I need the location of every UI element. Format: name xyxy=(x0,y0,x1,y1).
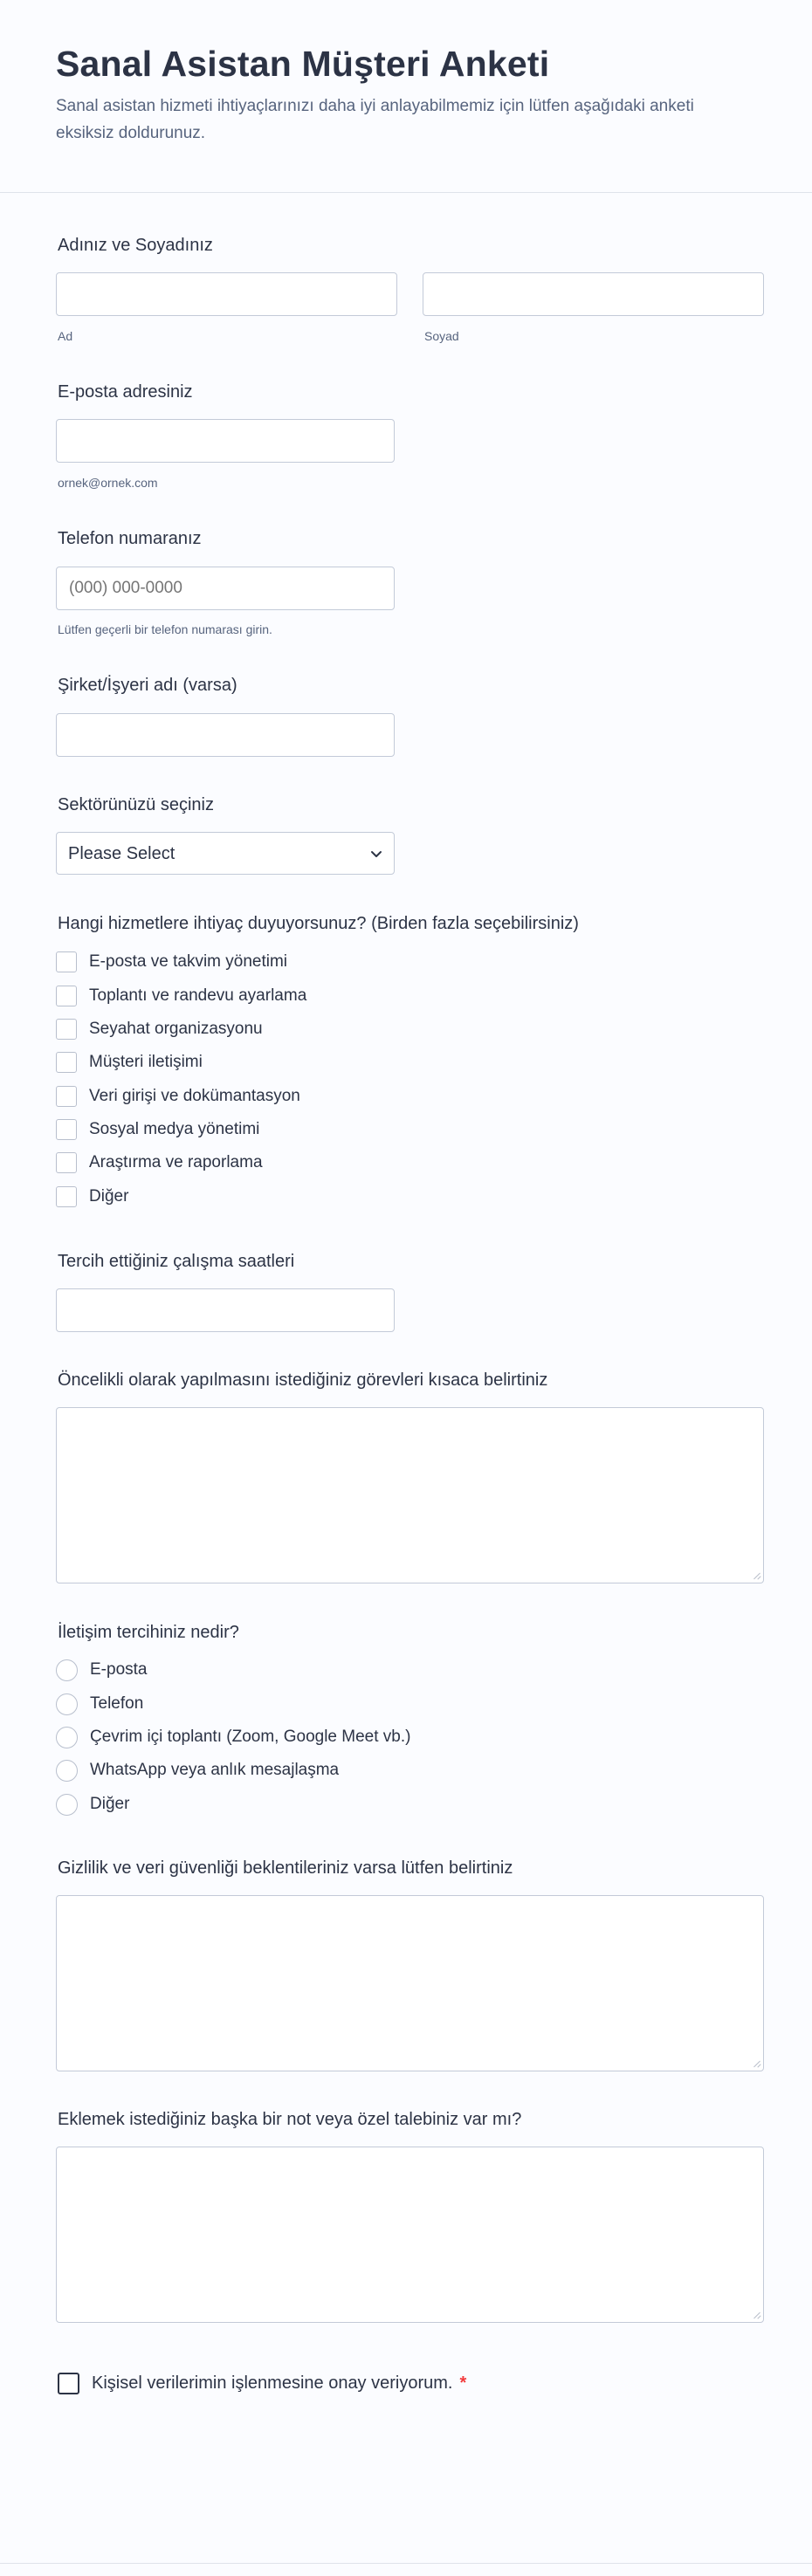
hours-label: Tercih ettiğiniz çalışma saatleri xyxy=(58,1252,295,1271)
resize-handle-icon[interactable] xyxy=(752,2311,760,2319)
notes-textarea[interactable] xyxy=(56,2147,764,2323)
resize-handle-icon[interactable] xyxy=(752,2059,760,2068)
checkbox[interactable] xyxy=(56,951,77,972)
contact-label: İletişim tercihiniz nedir? xyxy=(58,1623,239,1642)
resize-handle-icon[interactable] xyxy=(752,1571,760,1580)
first-name-sublabel: Ad xyxy=(58,329,73,343)
service-option-label: E-posta ve takvim yönetimi xyxy=(89,952,288,971)
service-option[interactable] xyxy=(56,1050,203,1075)
service-option[interactable] xyxy=(56,1185,128,1209)
consent-label: Kişisel verilerimin işlenmesine onay veriyorum. xyxy=(92,2373,453,2393)
service-option-label: Diğer xyxy=(89,1187,129,1206)
checkbox[interactable] xyxy=(56,1152,77,1173)
checkbox[interactable] xyxy=(56,1052,77,1073)
required-asterisk: * xyxy=(459,2373,467,2393)
chevron-down-icon xyxy=(368,845,385,862)
privacy-label: Gizlilik ve veri güvenliği beklentileriniz varsa lütfen belirtiniz xyxy=(58,1858,513,1878)
service-option[interactable] xyxy=(56,1117,259,1142)
contact-option-label: Çevrim içi toplantı (Zoom, Google Meet vb.) xyxy=(90,1728,411,1746)
services-label: Hangi hizmetlere ihtiyaç duyuyorsunuz? (Birden fazla seçebilirsiniz) xyxy=(58,914,579,933)
service-option[interactable] xyxy=(56,1084,300,1109)
consent-option[interactable] xyxy=(58,2373,466,2394)
last-name-sublabel: Soyad xyxy=(424,329,459,343)
form-subtitle: Sanal asistan hizmeti ihtiyaçlarınızı daha iyi anlayabilmemiz için lütfen aşağıdaki anketi eksiksiz doldurunuz. xyxy=(56,97,694,142)
company-label: Şirket/İşyeri adı (varsa) xyxy=(58,676,237,695)
checkbox[interactable] xyxy=(56,1186,77,1207)
contact-option[interactable] xyxy=(56,1792,129,1817)
service-option[interactable] xyxy=(56,1017,263,1041)
radio-button[interactable] xyxy=(56,1794,78,1816)
checkbox[interactable] xyxy=(56,1086,77,1107)
consent-checkbox[interactable] xyxy=(58,2373,79,2394)
checkbox[interactable] xyxy=(56,1119,77,1140)
sector-label: Sektörünüzü seçiniz xyxy=(58,795,214,814)
notes-label: Eklemek istediğiniz başka bir not veya özel talebiniz var mı? xyxy=(58,2110,522,2129)
last-name-input[interactable] xyxy=(423,272,764,316)
phone-label: Telefon numaranız xyxy=(58,529,202,548)
contact-option[interactable] xyxy=(56,1758,339,1783)
contact-option-label: E-posta xyxy=(90,1660,148,1679)
contact-option[interactable] xyxy=(56,1725,410,1749)
service-option-label: Toplantı ve randevu ayarlama xyxy=(89,986,307,1005)
service-option[interactable] xyxy=(56,984,306,1008)
service-option-label: Sosyal medya yönetimi xyxy=(89,1120,260,1138)
contact-option-label: WhatsApp veya anlık mesajlaşma xyxy=(90,1761,340,1779)
name-label: Adınız ve Soyadınız xyxy=(58,236,213,255)
sector-select[interactable] xyxy=(56,832,395,875)
tasks-textarea[interactable] xyxy=(56,1407,764,1583)
form-header xyxy=(0,0,812,193)
service-option-label: Araştırma ve raporlama xyxy=(89,1153,263,1171)
email-label: E-posta adresiniz xyxy=(58,382,193,402)
service-option-label: Müşteri iletişimi xyxy=(89,1053,203,1071)
company-input[interactable] xyxy=(56,713,395,757)
radio-button[interactable] xyxy=(56,1727,78,1748)
checkbox[interactable] xyxy=(56,986,77,1006)
sector-selected-value: Please Select xyxy=(68,844,175,863)
radio-button[interactable] xyxy=(56,1659,78,1681)
service-option[interactable] xyxy=(56,1151,263,1175)
phone-input[interactable] xyxy=(56,567,395,610)
hours-input[interactable] xyxy=(56,1288,395,1332)
phone-sublabel: Lütfen geçerli bir telefon numarası girin. xyxy=(58,622,272,636)
tasks-label: Öncelikli olarak yapılmasını istediğiniz görevleri kısaca belirtiniz xyxy=(58,1370,548,1390)
email-input[interactable] xyxy=(56,419,395,463)
contact-option[interactable] xyxy=(56,1692,143,1716)
form-title: Sanal Asistan Müşteri Anketi xyxy=(56,44,550,84)
service-option[interactable] xyxy=(56,950,287,974)
email-sublabel: ornek@ornek.com xyxy=(58,476,158,490)
contact-option-label: Telefon xyxy=(90,1694,144,1713)
service-option-label: Seyahat organizasyonu xyxy=(89,1020,263,1038)
radio-button[interactable] xyxy=(56,1760,78,1782)
privacy-textarea[interactable] xyxy=(56,1895,764,2071)
radio-button[interactable] xyxy=(56,1693,78,1715)
contact-option[interactable] xyxy=(56,1658,147,1682)
footer-divider xyxy=(0,2563,812,2564)
contact-option-label: Diğer xyxy=(90,1795,130,1813)
first-name-input[interactable] xyxy=(56,272,397,316)
service-option-label: Veri girişi ve dokümantasyon xyxy=(89,1087,300,1105)
checkbox[interactable] xyxy=(56,1019,77,1040)
